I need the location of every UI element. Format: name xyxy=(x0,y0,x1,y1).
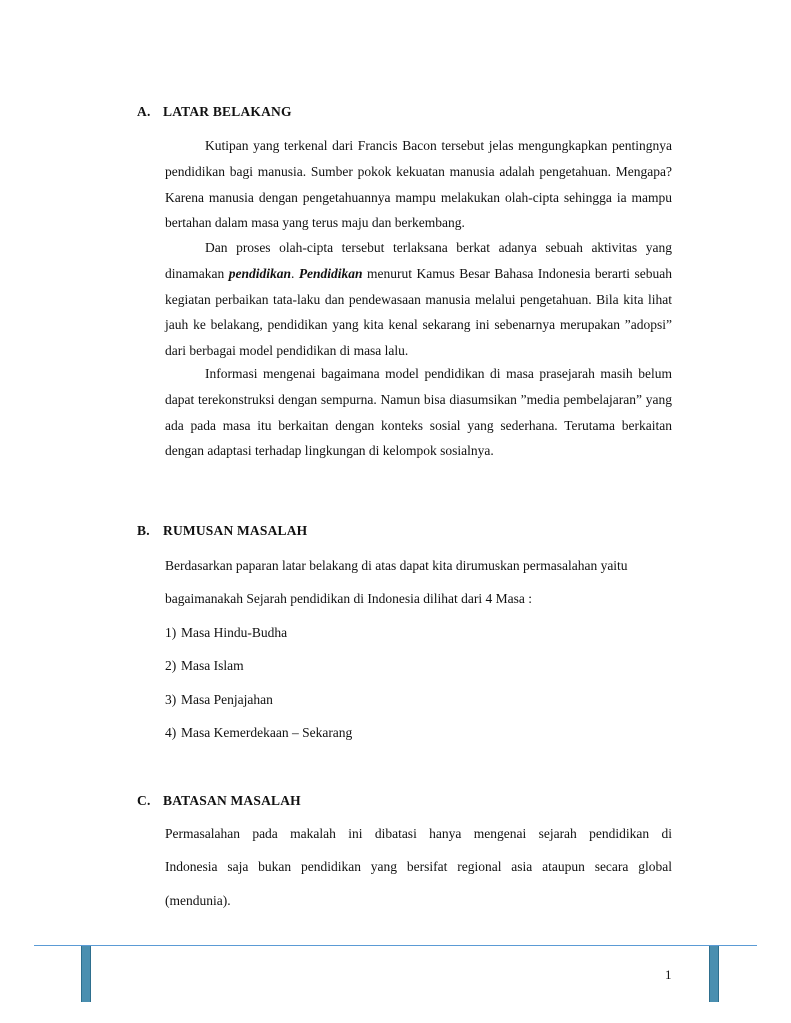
list-item-number: 1) xyxy=(165,625,177,640)
list-item-text: Masa Hindu-Budha xyxy=(181,625,288,640)
list-item-number: 3) xyxy=(165,692,177,707)
list-item-number: 4) xyxy=(165,725,177,740)
section-b-title: RUMUSAN MASALAH xyxy=(163,523,308,538)
section-c-title: BATASAN MASALAH xyxy=(163,793,301,808)
section-a-number: A. xyxy=(137,104,151,119)
list-item xyxy=(165,725,352,741)
section-b-line-1: Berdasarkan paparan latar belakang di atas dapat kita dirumuskan permasalahan yaitu xyxy=(165,558,628,573)
list-item xyxy=(165,692,273,708)
list-item-text: Masa Kemerdekaan – Sekarang xyxy=(181,725,353,740)
list-item xyxy=(165,625,287,641)
section-c-number: C. xyxy=(137,793,151,808)
page-number: 1 xyxy=(665,967,672,982)
section-a-paragraph-1: Kutipan yang terkenal dari Francis Bacon tersebut jelas mengungkapkan pentingnya pendidikan bagi manusia. Sumber pokok kekuatan manusia adalah pengetahuan. Mengapa? Karena manusia dengan pengetahuannya mampu melakukan olah-cipta sehingga ia mampu bertahan dalam masa yang terus maju dan berkembang. xyxy=(165,138,672,231)
emphasis-pendidikan-term: Pendidikan xyxy=(298,265,363,281)
section-b-heading xyxy=(137,523,307,539)
paragraph-2-text-end: menurut Kamus Besar Bahasa Indonesia berarti sebuah kegiatan perbaikan tata-laku dan pendewasaan manusia melalui pengetahuan. Bila kita lihat jauh ke belakang, pendidikan yang kita kenal sekarang ini sebenarnya merupakan ”adopsi” dari berbagai model pendidikan di masa lalu. xyxy=(165,265,673,359)
section-c-line-3: (mendunia). xyxy=(165,893,231,908)
paragraph-2-separator: . xyxy=(290,265,299,281)
list-item-text: Masa Penjajahan xyxy=(181,692,273,707)
emphasis-pendidikan: pendidikan xyxy=(228,265,291,281)
paragraph-2-text-start: Dan proses olah-cipta tersebut terlaksana berkat adanya sebuah aktivitas yang dinamakan xyxy=(165,240,672,281)
section-c-line-1: Permasalahan pada makalah ini dibatasi hanya mengenai sejarah pendidikan di xyxy=(165,826,672,841)
list-item-text: Masa Islam xyxy=(181,658,244,673)
list-item xyxy=(165,658,244,674)
section-c-heading xyxy=(137,793,301,809)
list-item-number: 2) xyxy=(165,658,177,673)
section-c-line-2: Indonesia saja bukan pendidikan yang bersifat regional asia ataupun secara global xyxy=(165,859,672,874)
section-b-line-2: bagaimanakah Sejarah pendidikan di Indonesia dilihat dari 4 Masa : xyxy=(165,591,533,606)
section-a-heading xyxy=(137,104,292,120)
section-b-number: B. xyxy=(137,523,150,538)
footer-divider xyxy=(34,945,757,946)
section-a-title: LATAR BELAKANG xyxy=(163,104,292,119)
footer-left-bar xyxy=(81,946,91,1002)
section-a-paragraph-2 xyxy=(165,235,672,364)
footer-right-bar xyxy=(709,946,719,1002)
section-a-paragraph-3: Informasi mengenai bagaimana model pendidikan di masa prasejarah masih belum dapat terekonstruksi dengan sempurna. Namun bisa diasumsikan ”media pembelajaran” yang ada pada masa itu berkaitan dengan konteks sosial yang sederhana. Terutama berkaitan dengan adaptasi terhadap lingkungan di kelompok sosialnya. xyxy=(165,366,672,459)
